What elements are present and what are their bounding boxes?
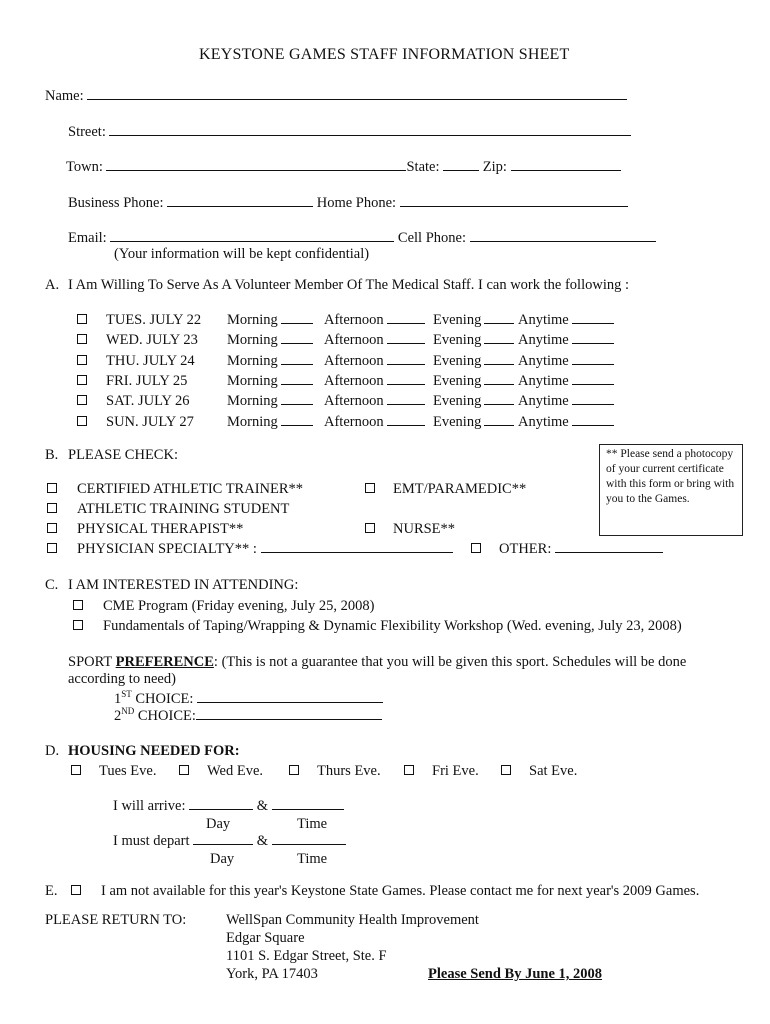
section-e-text: I am not available for this year's Keystone State Games. Please contact me for next year's 2009 Games.	[101, 883, 700, 899]
day-label: FRI. JULY 25	[106, 373, 188, 389]
day-checkbox[interactable]	[77, 375, 87, 385]
arrive-time-field[interactable]	[272, 798, 344, 810]
return-line-3: 1101 S. Edgar Street, Ste. F	[226, 948, 387, 964]
section-d-letter: D.	[45, 743, 60, 759]
email-label: Email:	[68, 230, 107, 246]
cme-label: CME Program (Friday evening, July 25, 2008)	[103, 598, 375, 614]
slot-field[interactable]	[484, 373, 514, 385]
email-field[interactable]	[110, 230, 394, 242]
emt-checkbox[interactable]	[365, 483, 375, 493]
slot-morning	[227, 353, 313, 370]
state-label: State:	[406, 159, 440, 175]
day-checkbox[interactable]	[77, 334, 87, 344]
first-choice-label: CHOICE:	[135, 690, 194, 707]
housing-checkbox[interactable]	[179, 765, 189, 775]
state-field[interactable]	[443, 159, 479, 171]
athletic-trainer-checkbox[interactable]	[47, 483, 57, 493]
first-choice-row	[114, 689, 383, 708]
slot-morning	[227, 373, 313, 390]
physician-checkbox[interactable]	[47, 543, 57, 553]
slot-field[interactable]	[572, 312, 614, 324]
slot-field[interactable]	[387, 312, 425, 324]
slot-label: Evening	[433, 312, 482, 328]
day-label: THU. JULY 24	[106, 353, 195, 369]
arrive-row	[113, 798, 344, 815]
slot-label: Afternoon	[324, 373, 384, 389]
slot-afternoon	[324, 353, 425, 370]
slot-field[interactable]	[281, 332, 313, 344]
certificate-note: ** Please send a photocopy of your current certificate with this form or bring with you to the Games.	[599, 444, 743, 536]
physician-row	[77, 541, 453, 558]
slot-field[interactable]	[387, 353, 425, 365]
slot-field[interactable]	[484, 332, 514, 344]
slot-label: Afternoon	[324, 353, 384, 369]
confidential-note: (Your information will be kept confidential)	[114, 246, 370, 262]
section-e-letter: E.	[45, 883, 58, 899]
return-line-2: Edgar Square	[226, 930, 305, 946]
zip-label: Zip:	[482, 159, 507, 175]
deadline: Please Send By June 1, 2008	[428, 966, 603, 982]
section-d-heading: HOUSING NEEDED FOR:	[68, 743, 240, 759]
slot-field[interactable]	[387, 414, 425, 426]
slot-label: Afternoon	[324, 393, 384, 409]
first-choice-sup: ST	[121, 689, 132, 699]
slot-label: Evening	[433, 373, 482, 389]
housing-label: Sat Eve.	[529, 763, 578, 779]
day-label: TUES. JULY 22	[106, 312, 202, 328]
nurse-checkbox[interactable]	[365, 523, 375, 533]
first-choice-field[interactable]	[197, 691, 383, 703]
slot-field[interactable]	[281, 414, 313, 426]
slot-anytime	[518, 393, 614, 410]
street-row	[68, 124, 631, 141]
slot-field[interactable]	[484, 312, 514, 324]
slot-label: Evening	[433, 332, 482, 348]
athletic-trainer-label: CERTIFIED ATHLETIC TRAINER**	[77, 481, 304, 497]
slot-anytime	[518, 373, 614, 390]
slot-afternoon	[324, 414, 425, 431]
slot-field[interactable]	[387, 332, 425, 344]
emt-label: EMT/PARAMEDIC**	[393, 481, 527, 497]
second-choice-field[interactable]	[196, 708, 382, 720]
slot-afternoon	[324, 332, 425, 349]
depart-day-field[interactable]	[193, 833, 253, 845]
slot-afternoon	[324, 312, 425, 329]
name-label: Name:	[45, 88, 84, 104]
slot-field[interactable]	[484, 353, 514, 365]
pt-label: PHYSICAL THERAPIST**	[77, 521, 244, 537]
slot-field[interactable]	[281, 353, 313, 365]
depart-label: I must depart	[113, 833, 190, 849]
housing-checkbox[interactable]	[71, 765, 81, 775]
slot-label: Morning	[227, 373, 278, 389]
day-checkbox[interactable]	[77, 314, 87, 324]
housing-label: Wed Eve.	[207, 763, 264, 779]
slot-field[interactable]	[572, 414, 614, 426]
section-c-letter: C.	[45, 577, 59, 593]
day-checkbox[interactable]	[77, 416, 87, 426]
workshop-checkbox[interactable]	[73, 620, 83, 630]
slot-label: Morning	[227, 312, 278, 328]
slot-field[interactable]	[387, 373, 425, 385]
slot-morning	[227, 312, 313, 329]
second-choice-number: 2	[114, 707, 122, 724]
slot-afternoon	[324, 373, 425, 390]
sport-disclaimer-cont: according to need)	[68, 671, 176, 687]
sport-disclaimer: : (This is not a guarantee that you will be given this sport. Schedules will be done	[213, 654, 687, 670]
second-choice-row	[114, 706, 382, 725]
day-checkbox[interactable]	[77, 355, 87, 365]
slot-afternoon	[324, 393, 425, 410]
housing-label: Tues Eve.	[99, 763, 157, 779]
slot-field[interactable]	[387, 393, 425, 405]
slot-evening	[433, 353, 514, 370]
section-b-heading: PLEASE CHECK:	[68, 447, 178, 463]
cell-phone-field[interactable]	[470, 230, 656, 242]
day-checkbox[interactable]	[77, 395, 87, 405]
slot-label: Morning	[227, 353, 278, 369]
other-field[interactable]	[555, 541, 663, 553]
slot-label: Anytime	[518, 393, 569, 409]
other-label: OTHER:	[499, 541, 552, 557]
slot-anytime	[518, 353, 614, 370]
arrive-label: I will arrive:	[113, 798, 186, 814]
slot-field[interactable]	[572, 373, 614, 385]
cell-phone-label: Cell Phone:	[397, 230, 466, 246]
housing-checkbox[interactable]	[501, 765, 511, 775]
street-field[interactable]	[109, 124, 631, 136]
town-label: Town:	[66, 159, 103, 175]
depart-amp: &	[256, 833, 269, 849]
name-field[interactable]	[87, 88, 627, 100]
home-phone-label: Home Phone:	[316, 195, 397, 211]
street-label: Street:	[68, 124, 106, 140]
physician-specialty-field[interactable]	[261, 541, 453, 553]
phone-row	[68, 195, 628, 212]
slot-label: Anytime	[518, 332, 569, 348]
depart-time-caption: Time	[297, 851, 328, 867]
student-checkbox[interactable]	[47, 503, 57, 513]
second-choice-label: CHOICE:	[137, 707, 196, 724]
slot-anytime	[518, 414, 614, 431]
nurse-label: NURSE**	[393, 521, 456, 537]
slot-evening	[433, 414, 514, 431]
pt-checkbox[interactable]	[47, 523, 57, 533]
slot-evening	[433, 332, 514, 349]
other-checkbox[interactable]	[471, 543, 481, 553]
slot-label: Afternoon	[324, 414, 384, 430]
slot-anytime	[518, 332, 614, 349]
housing-checkbox[interactable]	[289, 765, 299, 775]
housing-checkbox[interactable]	[404, 765, 414, 775]
section-a-text: I Am Willing To Serve As A Volunteer Member Of The Medical Staff. I can work the following :	[68, 277, 630, 293]
slot-field[interactable]	[572, 332, 614, 344]
second-choice-sup: ND	[121, 706, 135, 716]
section-b-letter: B.	[45, 447, 59, 463]
arrive-day-caption: Day	[206, 816, 231, 832]
slot-morning	[227, 414, 313, 431]
slot-label: Anytime	[518, 373, 569, 389]
slot-label: Anytime	[518, 312, 569, 328]
day-label: WED. JULY 23	[106, 332, 198, 348]
home-phone-field[interactable]	[400, 195, 628, 207]
slot-evening	[433, 312, 514, 329]
slot-label: Afternoon	[324, 312, 384, 328]
slot-label: Anytime	[518, 414, 569, 430]
student-label: ATHLETIC TRAINING STUDENT	[77, 501, 290, 517]
first-choice-number: 1	[114, 690, 122, 707]
slot-morning	[227, 332, 313, 349]
slot-field[interactable]	[572, 353, 614, 365]
slot-evening	[433, 393, 514, 410]
slot-field[interactable]	[281, 312, 313, 324]
cme-checkbox[interactable]	[73, 600, 83, 610]
page-title: KEYSTONE GAMES STAFF INFORMATION SHEET	[199, 46, 570, 63]
day-label: SAT. JULY 26	[106, 393, 190, 409]
slot-label: Evening	[433, 414, 482, 430]
slot-field[interactable]	[281, 373, 313, 385]
arrive-amp: &	[256, 798, 269, 814]
email-row	[68, 230, 656, 247]
slot-label: Anytime	[518, 353, 569, 369]
physician-label: PHYSICIAN SPECIALTY** :	[77, 541, 257, 557]
sport-preference-text	[68, 654, 686, 671]
slot-evening	[433, 373, 514, 390]
zip-field[interactable]	[511, 159, 621, 171]
not-available-checkbox[interactable]	[71, 885, 81, 895]
day-label: SUN. JULY 27	[106, 414, 194, 430]
section-c-heading: I AM INTERESTED IN ATTENDING:	[68, 577, 299, 593]
slot-anytime	[518, 312, 614, 329]
business-phone-label: Business Phone:	[68, 195, 164, 211]
housing-label: Thurs Eve.	[317, 763, 381, 779]
return-line-4: York, PA 17403	[226, 966, 318, 982]
town-field[interactable]	[106, 159, 406, 171]
slot-label: Morning	[227, 393, 278, 409]
return-line-1: WellSpan Community Health Improvement	[226, 912, 479, 928]
section-a-letter: A.	[45, 277, 60, 293]
slot-label: Morning	[227, 414, 278, 430]
slot-field[interactable]	[281, 393, 313, 405]
arrive-time-caption: Time	[297, 816, 328, 832]
other-row	[499, 541, 663, 558]
slot-field[interactable]	[572, 393, 614, 405]
slot-morning	[227, 393, 313, 410]
name-row	[45, 88, 627, 105]
business-phone-field[interactable]	[167, 195, 313, 207]
depart-time-field[interactable]	[272, 833, 346, 845]
sport-label: SPORT	[68, 654, 112, 670]
housing-label: Fri Eve.	[432, 763, 479, 779]
slot-field[interactable]	[484, 393, 514, 405]
slot-label: Evening	[433, 393, 482, 409]
town-row	[66, 159, 621, 176]
slot-label: Afternoon	[324, 332, 384, 348]
slot-field[interactable]	[484, 414, 514, 426]
preference-label: PREFERENCE	[115, 654, 214, 670]
slot-label: Evening	[433, 353, 482, 369]
depart-day-caption: Day	[210, 851, 235, 867]
arrive-day-field[interactable]	[189, 798, 253, 810]
depart-row	[113, 833, 346, 850]
workshop-label: Fundamentals of Taping/Wrapping & Dynamic Flexibility Workshop (Wed. evening, July 23, 2008)	[103, 618, 682, 634]
slot-label: Morning	[227, 332, 278, 348]
return-label: PLEASE RETURN TO:	[45, 912, 187, 928]
